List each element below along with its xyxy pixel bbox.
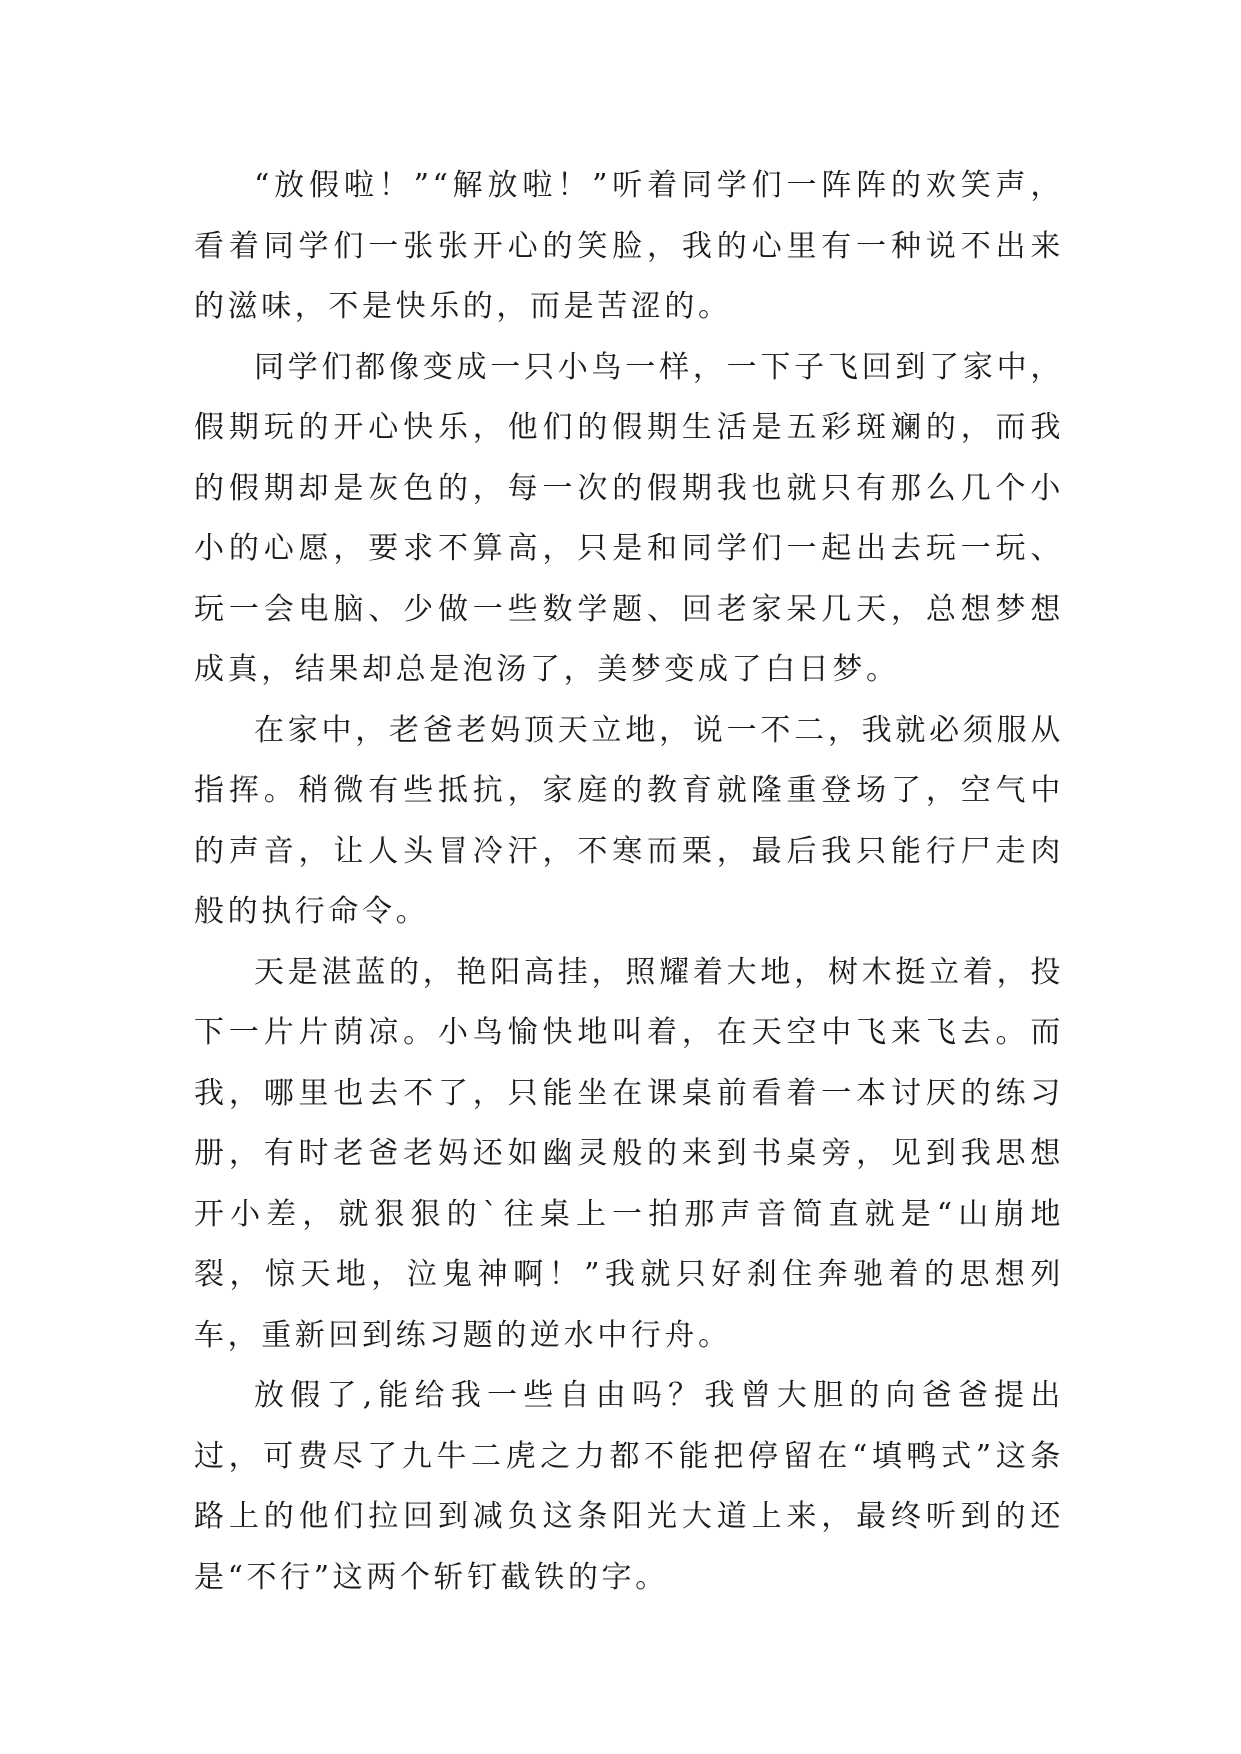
- essay-body: [194, 156, 1064, 1608]
- paragraph-3: 在家中，老爸老妈顶天立地，说一不二，我就必须服从指挥。稍微有些抵抗，家庭的教育就隆重登场了，空气中的声音，让人头冒冷汗，不寒而栗，最后我只能行尸走肉般的执行命令。: [194, 712, 1064, 929]
- paragraph-2: 同学们都像变成一只小鸟一样，一下子飞回到了家中，假期玩的开心快乐，他们的假期生活是五彩斑斓的，而我的假期却是灰色的，每一次的假期我也就只有那么几个小小的心愿，要求不算高，只是和同学们一起出去玩一玩、玩一会电脑、少做一些数学题、回老家呆几天，总想梦想成真，结果却总是泡汤了，美梦变成了白日梦。: [194, 349, 1064, 687]
- paragraph-1: “放假啦！”“解放啦！”听着同学们一阵阵的欢笑声，看着同学们一张张开心的笑脸，我的心里有一种说不出来的滋味，不是快乐的，而是苦涩的。: [194, 168, 1064, 324]
- paragraph-5: 放假了,能给我一些自由吗？我曾大胆的向爸爸提出过，可费尽了九牛二虎之力都不能把停留在“填鸭式”这条路上的他们拉回到减负这条阳光大道上来，最终听到的还是“不行”这两个斩钉截铁的字。: [194, 1378, 1064, 1595]
- paragraph-4: 天是湛蓝的，艳阳高挂，照耀着大地，树木挺立着，投下一片片荫凉。小鸟愉快地叫着，在天空中飞来飞去。而我，哪里也去不了，只能坐在课桌前看着一本讨厌的练习册，有时老爸老妈还如幽灵般的来到书桌旁，见到我思想开小差，就狠狠的`往桌上一拍那声音简直就是“山崩地裂，惊天地，泣鬼神啊！”我就只好刹住奔驰着的思想列车，重新回到练习题的逆水中行舟。: [194, 954, 1064, 1353]
